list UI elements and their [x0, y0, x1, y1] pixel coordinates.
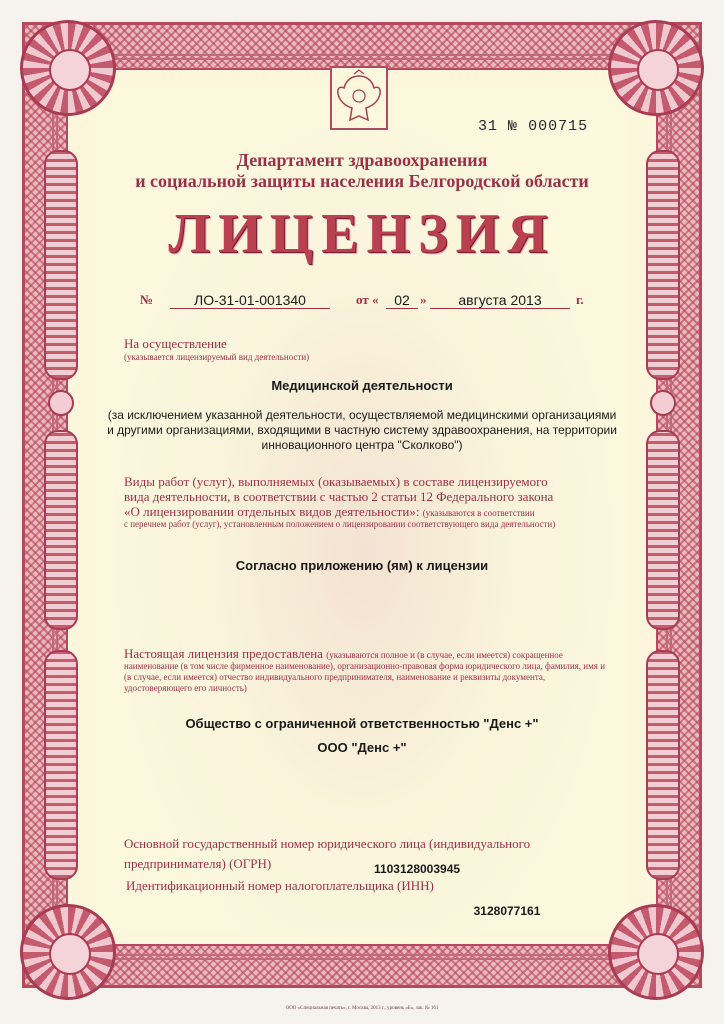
activity-label: На осуществление	[124, 336, 227, 351]
license-number-row	[140, 292, 590, 314]
license-day: 02	[386, 292, 418, 309]
works-label-line-2: вида деятельности, в соответствии с частью 2 статьи 12 Федерального закона	[124, 489, 554, 504]
corner-rosette-bottom-right	[608, 904, 704, 1000]
license-month-year: августа 2013	[430, 292, 570, 309]
side-knot-left	[48, 390, 74, 416]
ogrn-label-line-1: Основной государственный номер юридического лица (индивидуального	[124, 836, 531, 851]
works-label-line-1: Виды работ (услуг), выполняемых (оказываемых) в составе лицензируемого	[124, 474, 548, 489]
licensee-short-name: ООО "Денс +"	[317, 740, 407, 755]
side-ornament-right-middle	[646, 430, 680, 630]
licensee-hint: наименование (в том числе фирменное наименование), организационно-правовая форма юридического лица, фамилия, имя и (в случае, если имеется) отчество индивидуального предпринимателя, наименование и реквизиты документа, удостоверяющего его личность)	[124, 661, 606, 693]
corner-rosette-top-left	[20, 20, 116, 116]
printer-footer: ООО «Специальная печать», г. Москва, 2013 г., уровень «Б», зак. № 161	[285, 1006, 439, 1011]
works-hint-inline: (указываются в соответствии	[422, 508, 535, 518]
serial-series: 31	[478, 118, 499, 135]
license-number-value: ЛО-31-01-001340	[170, 292, 330, 309]
license-number-label: №	[140, 292, 154, 307]
licensee-label: Настоящая лицензия предоставлена	[124, 646, 323, 661]
licensee-hint-inline: (указываются полное и (в случае, если имеется) сокращенное	[326, 650, 563, 660]
licensee-label-row	[124, 646, 614, 662]
authority-line-1: Департамент здравоохранения	[236, 150, 488, 170]
issuing-authority	[120, 150, 604, 192]
side-ornament-left-middle	[44, 430, 78, 630]
works-value: Согласно приложению (ям) к лицензии	[235, 558, 489, 573]
side-knot-right	[650, 390, 676, 416]
works-hint: с перечнем работ (услуг), установленным положением о лицензировании соответствующего вида деятельности)	[124, 519, 556, 529]
inn-label: Идентификационный номер налогоплательщика (ИНН)	[126, 878, 434, 893]
license-date-label: от «	[356, 292, 379, 307]
inn-value: 3128077161	[473, 904, 541, 918]
licensee-full-name: Общество с ограниченной ответственностью "Денс +"	[185, 716, 539, 731]
side-ornament-right-bottom	[646, 650, 680, 880]
activity-value: Медицинской деятельности	[271, 378, 453, 393]
activity-hint: (указывается лицензируемый вид деятельности)	[124, 352, 310, 362]
side-ornament-left-top	[44, 150, 78, 380]
license-year-suffix: г.	[576, 292, 584, 307]
license-day-close: »	[420, 292, 427, 307]
blank-serial-number	[478, 118, 588, 135]
ogrn-value: 1103128003945	[373, 862, 461, 876]
authority-line-2: и социальной защиты населения Белгородской области	[135, 171, 589, 191]
serial-number: 000715	[528, 118, 589, 135]
corner-rosette-bottom-left	[20, 904, 116, 1000]
works-label-line-3: «О лицензировании отдельных видов деятельности»: (указываются в соответствии	[124, 504, 535, 519]
coat-of-arms-icon	[330, 66, 388, 130]
side-ornament-right-top	[646, 150, 680, 380]
ogrn-label-line-2: предпринимателя) (ОГРН)	[124, 856, 272, 871]
works-label	[124, 474, 604, 521]
serial-number-sign: №	[508, 118, 519, 135]
corner-rosette-top-right	[608, 20, 704, 116]
document-title: ЛИЦЕНЗИЯ	[168, 203, 556, 265]
activity-clause: (за исключением указанной деятельности, осуществляемой медицинскими организациями и другими организациями, входящими в частную систему здравоохранения, на территории инновационного центра "Сколково")	[107, 408, 617, 452]
side-ornament-left-bottom	[44, 650, 78, 880]
